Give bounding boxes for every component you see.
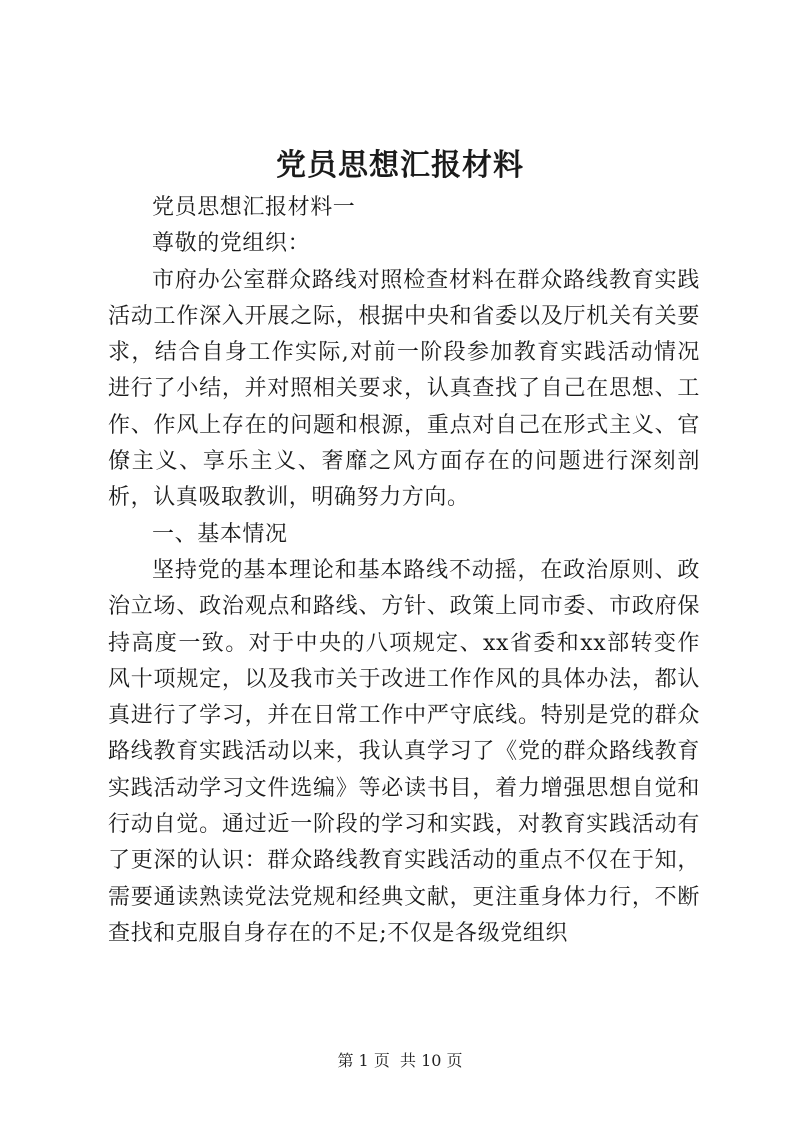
document-body [108, 190, 700, 952]
paragraph-basic-situation: 坚持党的基本理论和基本路线不动摇，在政治原则、政治立场、政治观点和路线、方针、政策上同市委、市政府保持高度一致。对于中央的八项规定、xx省委和xx部转变作风十项规定，以及我市关于改进工作作风的具体办法，都认真进行了学习，并在日常工作中严守底线。特别是党的群众路线教育实践活动以来，我认真学习了《党的群众路线教育实践活动学习文件选编》等必读书目，着力增强思想自觉和行动自觉。通过近一阶段的学习和实践，对教育实践活动有了更深的认识：群众路线教育实践活动的重点不仅在于知，需要通读熟读党法党规和经典文献，更注重身体力行，不断查找和克服自身存在的不足;不仅是各级党组织 [108, 557, 700, 946]
paragraph-salutation: 尊敬的党组织： [152, 231, 311, 257]
section-heading-basic-situation: 一、基本情况 [152, 521, 288, 547]
paragraph-intro: 市府办公室群众路线对照检查材料在群众路线教育实践活动工作深入开展之际，根据中央和省委以及厅机关有关要求，结合自身工作实际,对前一阶段参加教育实践活动情况进行了小结，并对照相关要求，认真查找了自己在思想、工作、作风上存在的问题和根源，重点对自己在形式主义、官僚主义、享乐主义、奢靡之风方面存在的问题进行深刻剖析，认真吸取教训，明确努力方向。 [108, 267, 700, 511]
page-footer: 第 1 页 共 10 页 [337, 1051, 463, 1070]
document-title: 党员思想汇报材料 [276, 148, 524, 183]
paragraph-subtitle: 党员思想汇报材料一 [152, 195, 356, 220]
